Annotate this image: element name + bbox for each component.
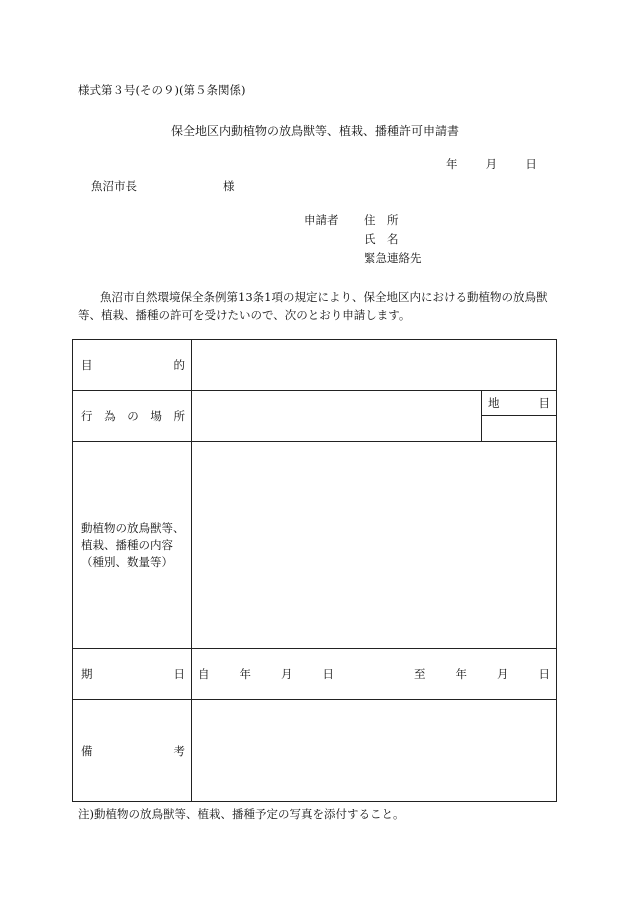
- footnote: 注)動植物の放鳥獣等、植栽、播種予定の写真を添付すること。: [78, 807, 405, 821]
- purpose-char: 的: [173, 358, 185, 372]
- purpose-char: 目: [81, 358, 93, 372]
- location-char: 行: [81, 409, 93, 423]
- content-field[interactable]: [192, 442, 557, 649]
- addressee-name: 魚沼市長: [91, 179, 137, 193]
- period-from-day: 日: [322, 667, 334, 681]
- date-month: 月: [485, 157, 498, 171]
- chimoku-char: 地: [488, 396, 500, 410]
- location-field[interactable]: [192, 391, 482, 442]
- content-label-text: 動植物の放鳥獣等、植栽、播種の内容（種別、数量等）: [81, 520, 185, 569]
- period-from-month: 月: [281, 667, 293, 681]
- name-label: 氏 名: [364, 232, 399, 246]
- location-label: [73, 391, 192, 442]
- chimoku-field[interactable]: [482, 416, 557, 442]
- date-line: [446, 156, 537, 172]
- purpose-label: [73, 340, 192, 391]
- period-char: 期: [81, 667, 93, 681]
- period-to-year: 年: [455, 667, 467, 681]
- applicant-label: 申請者: [304, 213, 339, 227]
- address-label: 住 所: [364, 213, 399, 227]
- period-to-month: 月: [497, 667, 509, 681]
- chimoku-char: 目: [538, 396, 550, 410]
- form-code: 様式第３号(その９)(第５条関係): [78, 83, 246, 97]
- period-char: 日: [173, 667, 185, 681]
- location-char: 為: [104, 409, 116, 423]
- purpose-field[interactable]: [192, 340, 557, 391]
- addressee: [91, 178, 235, 194]
- period-from-year: 年: [239, 667, 251, 681]
- remarks-char: 考: [173, 743, 185, 758]
- period-from: 自: [198, 667, 210, 681]
- remarks-field[interactable]: [192, 700, 557, 802]
- period-to: 至: [414, 667, 426, 681]
- chimoku-label: [482, 391, 557, 416]
- period-field[interactable]: [192, 649, 557, 700]
- content-label: [73, 442, 192, 649]
- location-char: 場: [150, 409, 162, 423]
- addressee-honorific: 様: [223, 179, 235, 193]
- date-day: 日: [525, 157, 537, 171]
- period-to-day: 日: [538, 667, 550, 681]
- application-table: [72, 339, 557, 802]
- date-year: 年: [446, 157, 458, 171]
- location-char: 所: [173, 409, 185, 423]
- contact-label: 緊急連絡先: [364, 251, 422, 265]
- remarks-label: [73, 700, 192, 802]
- remarks-char: 備: [81, 743, 93, 758]
- period-label: [73, 649, 192, 700]
- location-char: の: [127, 409, 139, 423]
- body-paragraph: 魚沼市自然環境保全条例第13条1項の規定により、保全地区内における動植物の放鳥獣等、植栽、播種の許可を受けたいので、次のとおり申請します。: [78, 290, 548, 322]
- document-title: 保全地区内動植物の放鳥獣等、植栽、播種許可申請書: [170, 124, 459, 138]
